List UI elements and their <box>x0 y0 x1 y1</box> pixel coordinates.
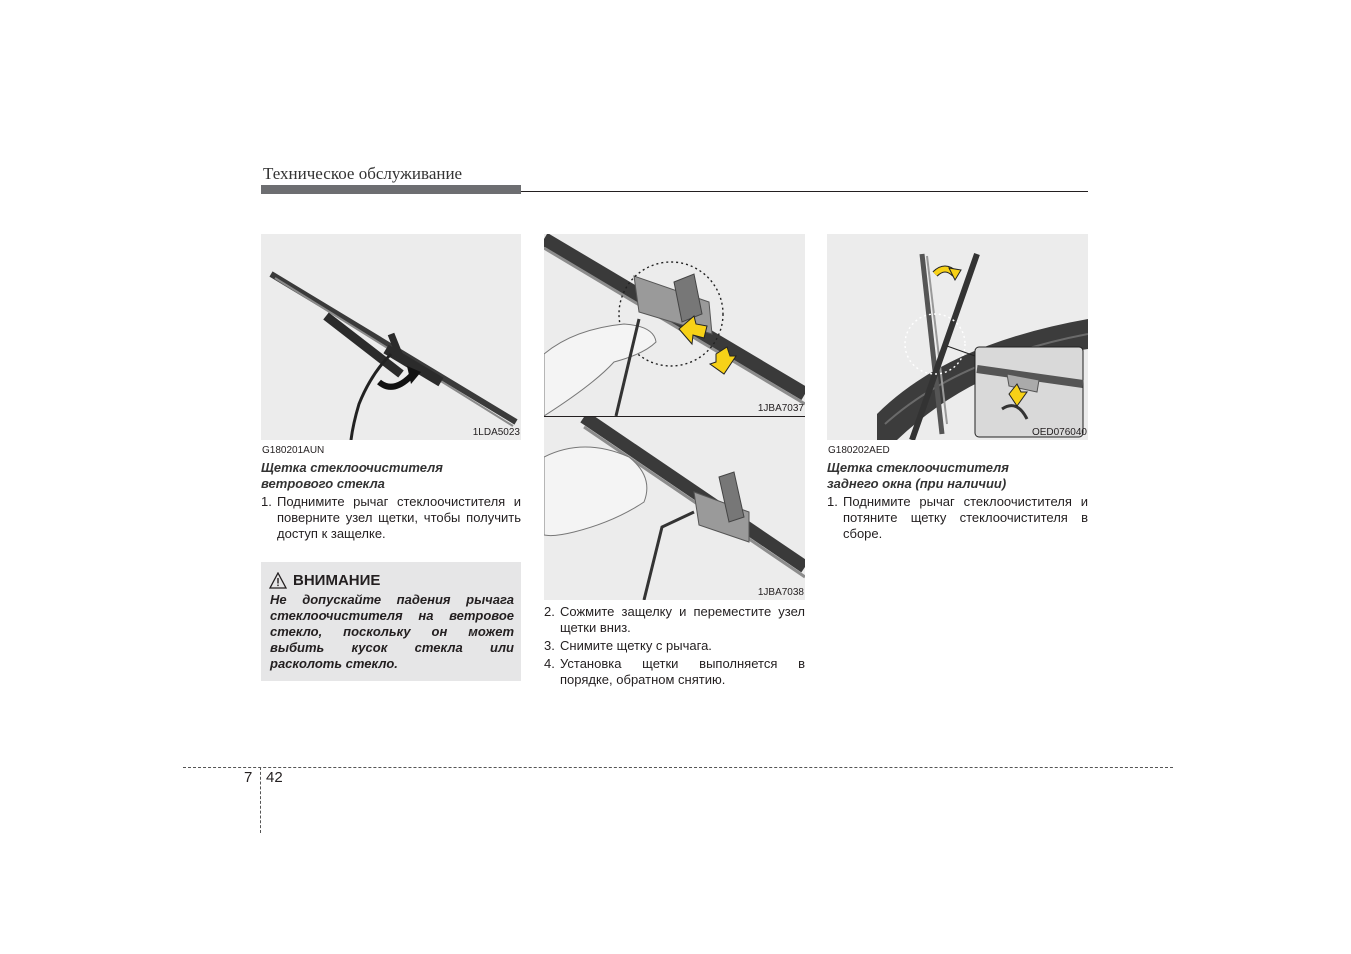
warning-triangle-icon <box>269 572 287 589</box>
section-code: G180202AED <box>828 445 890 456</box>
caution-box <box>261 562 521 681</box>
caution-header <box>269 570 380 590</box>
chapter-number: 7 <box>244 769 253 786</box>
figure-blade-removal <box>544 417 805 600</box>
step-item <box>544 638 805 654</box>
rear-wiper-illustration <box>827 234 1088 440</box>
step-number: 4. <box>544 656 555 671</box>
step-text: Поднимите рычаг стеклоочистителя и поверните узел щетки, чтобы получить доступ к защелке. <box>277 494 521 541</box>
step-text: Сожмите защелку и переместите узел щетки вниз. <box>560 604 805 635</box>
step-number: 1. <box>827 494 838 509</box>
step-item <box>544 656 805 688</box>
step-number: 1. <box>261 494 272 509</box>
section-title-windshield <box>261 460 521 492</box>
step-text: Поднимите рычаг стеклоочистителя и потяните щетку стеклоочистителя в сборе. <box>843 494 1088 541</box>
section-title-line: Щетка стеклоочистителя <box>827 460 1009 475</box>
section-code: G180201AUN <box>262 445 325 456</box>
section-title-line: ветрового стекла <box>261 476 385 491</box>
step-number: 2. <box>544 604 555 619</box>
step-number: 3. <box>544 638 555 653</box>
figure-code: OED076040 <box>1031 427 1087 438</box>
section-title-line: Щетка стеклоочистителя <box>261 460 443 475</box>
caution-title: ВНИМАНИЕ <box>293 571 381 589</box>
section-title-line: заднего окна (при наличии) <box>827 476 1007 491</box>
figure-latch-squeeze <box>544 234 805 416</box>
wiper-lift-illustration <box>261 234 521 440</box>
blade-removal-illustration <box>544 417 805 600</box>
page-number: 42 <box>266 769 283 786</box>
figure-code: 1JBA7038 <box>757 587 804 598</box>
footer-rule <box>183 767 1173 768</box>
figure-code: 1LDA5023 <box>472 427 520 438</box>
figure-code: 1JBA7037 <box>757 403 804 414</box>
footer-divider <box>260 767 261 833</box>
step-item <box>261 494 521 542</box>
section-title-rear <box>827 460 1088 492</box>
latch-squeeze-illustration <box>544 234 805 416</box>
figure-windshield-wiper-lift <box>261 234 521 440</box>
step-item <box>827 494 1088 542</box>
figure-rear-wiper <box>827 234 1088 440</box>
step-text: Снимите щетку с рычага. <box>560 638 712 653</box>
step-text: Установка щетки выполняется в порядке, обратном снятию. <box>560 656 805 687</box>
caution-text: Не допускайте падения рычага стеклоочистителя на ветровое стекло, поскольку он может выбить кусок стекла или расколоть стекло. <box>270 592 514 671</box>
page-header-title: Техническое обслуживание <box>263 164 463 183</box>
step-item <box>544 604 805 636</box>
header-bar <box>261 185 521 194</box>
header-rule <box>521 191 1088 192</box>
